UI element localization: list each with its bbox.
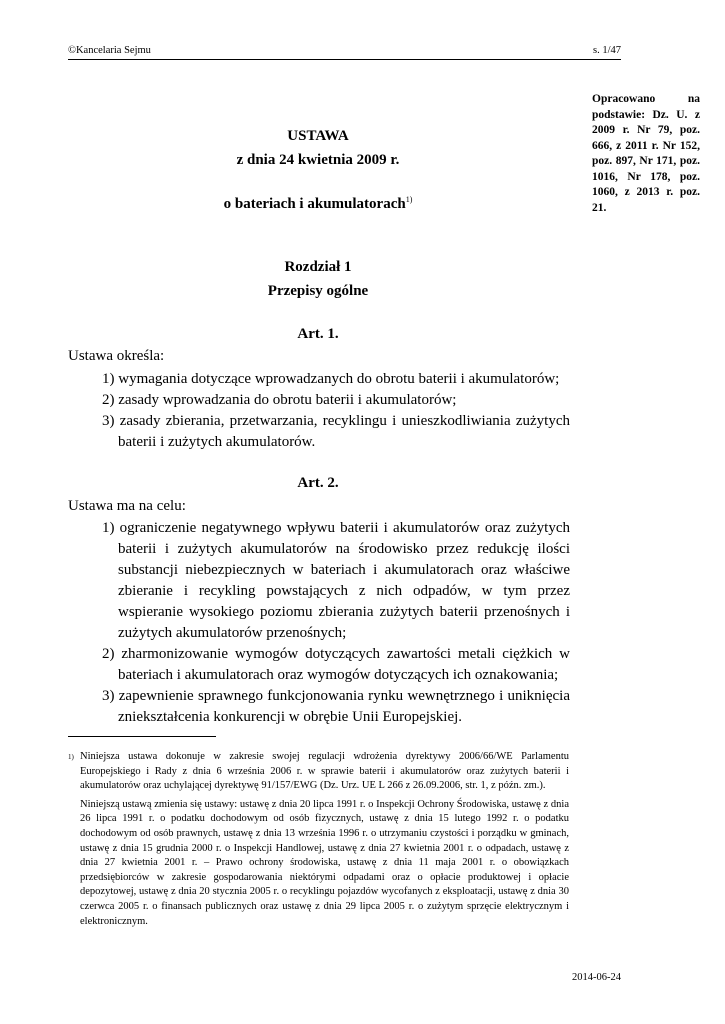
footnote-paragraph: Niniejszą ustawą zmienia się ustawy: ustawę z dnia 20 lipca 1991 r. o Inspekcji Ochrony Środowiska, ustawę z dnia 26 lipca 1991 r. o podatku dochodowym od osób fizycznych, ustawę z dnia 15 lutego 1992 r. o podatku dochodowym od osób prawnych, ustawę z dnia 13 września 1996 r. o utrzymaniu czystości i porządku w gminach, ustawę z dnia 15 grudnia 2000 r. o Inspekcji Handlowej, ustawę z dnia 27 kwietnia 2001 r. o odpadach, ustawę z dnia 27 kwietnia 2001 r. – Prawo ochrony środowiska, ustawę z dnia 11 maja 2001 r. o obowiązkach przedsiębiorców w zakresie gospodarowania niektórymi odpadami oraz o opłacie produktowej i opłacie depozytowej, ustawę z dnia 20 stycznia 2005 r. o recyklingu pojazdów wycofanych z eksploatacji, ustawę z dnia 30 czerwca 2005 r. o finansach publicznych oraz ustawę z dnia 29 lipca 2005 r. o zużytym sprzęcie elektrycznym i elektronicznym. xyxy=(80,798,569,927)
header-source: ©Kancelaria Sejmu xyxy=(68,45,151,56)
header-divider xyxy=(68,59,621,60)
chapter-number: Rozdział 1 xyxy=(284,259,352,275)
act-subject-text: o bateriach i akumulatorach xyxy=(223,196,406,212)
list-item: 2) zasady wprowadzania do obrotu baterii i akumulatorów; xyxy=(102,392,457,408)
art1-heading: Art. 1. xyxy=(297,326,339,342)
footnotes xyxy=(68,750,569,933)
art2-heading: Art. 2. xyxy=(297,475,339,491)
page-number: s. 1/47 xyxy=(592,45,621,56)
footnote-divider xyxy=(68,736,216,737)
source-note: Opracowano na podstawie: Dz. U. z 2009 r. Nr 79, poz. 666, z 2011 r. Nr 152, poz. 897, Nr 171, poz. 1016, Nr 178, poz. 1060, z 2013 r. poz. 21. xyxy=(592,93,700,214)
art1-list xyxy=(102,369,570,453)
list-item: 1) wymagania dotyczące wprowadzanych do obrotu baterii i akumulatorów; xyxy=(102,371,560,387)
art2-intro: Ustawa ma na celu: xyxy=(68,498,186,514)
list-item: 3) zasady zbierania, przetwarzania, recyklingu i unieszkodliwiania zużytych baterii i zużytych akumulatorów. xyxy=(102,413,570,450)
art2-list xyxy=(102,518,570,728)
document-date: 2014-06-24 xyxy=(572,972,621,983)
footnote-text: Niniejsza ustawa dokonuje w zakresie swojej regulacji wdrożenia dyrektywy 2006/66/WE Parlamentu Europejskiego i Rady z dnia 6 września 2006 r. w sprawie baterii i akumulatorów oraz zużytych baterii i akumulatorów oraz uchylającej dyrektywę 91/157/EWG (Dz. Urz. UE L 266 z 26.09.2006, str. 1, z późn. zm.). xyxy=(80,751,569,792)
act-title: USTAWA xyxy=(287,128,349,144)
act-date: z dnia 24 kwietnia 2009 r. xyxy=(236,152,400,168)
act-subject xyxy=(68,195,568,213)
list-item: 3) zapewnienie sprawnego funkcjonowania rynku wewnętrznego i uniknięcia zniekształcenia konkurencji w obrębie Unii Europejskiej. xyxy=(102,688,570,725)
footnote-marker: 1) xyxy=(68,753,74,761)
art1-intro: Ustawa określa: xyxy=(68,348,165,364)
chapter-name: Przepisy ogólne xyxy=(267,283,369,299)
footnote-paragraph xyxy=(68,750,569,794)
list-item: 1) ograniczenie negatywnego wpływu baterii i akumulatorów oraz zużytych baterii i zużytych akumulatorów na środowisko przez redukcję ilości substancji niebezpiecznych w bateriach i akumulatorach oraz właściwe zbieranie i recykling powstających z nich odpadów, w tym przez wspieranie wysokiego poziomu zbierania zużytych baterii przenośnych i zużytych akumulatorów przenośnych; xyxy=(102,520,570,641)
list-item: 2) zharmonizowanie wymogów dotyczących zawartości metali ciężkich w bateriach i akumulatorach oraz wymogów dotyczących ich oznakowania; xyxy=(102,646,570,683)
footnote-ref[interactable]: 1) xyxy=(405,195,413,204)
